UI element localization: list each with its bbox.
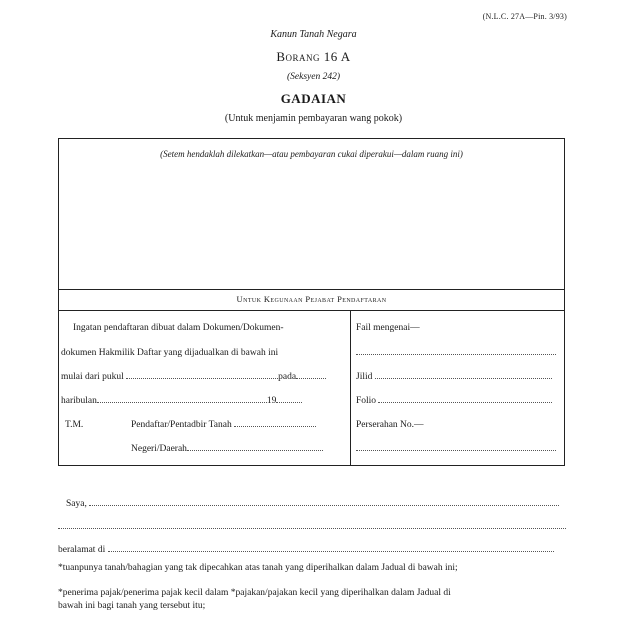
folio-line [356,396,552,406]
memorial-line-2: dokumen Hakmilik Daftar yang dijadualkan di bawah ini [61,348,279,358]
address-field[interactable] [108,551,554,552]
saya-line [66,499,559,509]
volume-field[interactable] [375,378,552,379]
document-subtitle: (Untuk menjamin pembayaran wang pokok) [224,113,403,124]
lessee-clause-1: *penerima pajak/penerima pajak kecil dalam *pajakan/pajakan kecil yang diperihalkan dalam Jadual di [58,588,451,598]
memorial-line-4 [61,396,302,406]
registration-box [58,138,565,466]
address-line [58,545,554,555]
name-field[interactable] [89,505,559,506]
owner-clause: *tuanpunya tanah/bahagian yang tak dipecahkan atas tanah yang diperihalkan dalam Jadual di bawah ini; [58,563,458,573]
folio-label: Folio [356,396,377,406]
address-label: beralamat di [58,545,106,555]
memorial-line-1: Ingatan pendaftaran dibuat dalam Dokumen/Dokumen- [73,323,284,333]
time-label: mulai dari pukul [61,372,127,382]
volume-label: Jilid [356,372,373,382]
section-reference: (Seksyen 242) [286,72,340,82]
year-field[interactable] [276,402,302,403]
date-field[interactable] [296,378,326,379]
presentation-field-line [356,444,556,454]
time-field[interactable] [126,378,278,379]
stamp-divider [59,289,564,290]
name-continuation-field[interactable] [58,528,566,529]
column-divider [350,311,351,466]
form-number: Borang 16 A [276,49,351,64]
name-continuation-line [58,522,566,532]
presentation-label: Perserahan No.— [356,420,424,430]
file-field-line [356,348,556,358]
saya-label: Saya, [66,499,87,509]
law-title: Kanun Tanah Negara [270,29,357,40]
file-field[interactable] [356,354,556,355]
document-title: GADAIAN [280,91,347,106]
day-label: haribulan [61,396,97,406]
date-label: pada [278,372,297,382]
office-heading: Untuk Kegunaan Pejabat Pendaftaran [236,294,387,304]
state-field[interactable] [187,450,323,451]
memorial-line-3 [61,372,326,382]
volume-line [356,372,552,382]
lessee-clause-2: bawah ini bagi tanah yang tersebut itu; [58,601,206,611]
tm-label: T.M. [65,420,84,430]
state-label: Negeri/Daerah [131,444,187,454]
presentation-field[interactable] [356,450,556,451]
form-reference: (N.L.C. 27A—Pin. 3/93) [482,12,567,21]
registrar-field[interactable] [234,426,316,427]
folio-field[interactable] [378,402,552,403]
registrar-label: Pendaftar/Pentadbir Tanah [131,420,232,430]
stamp-note: (Setem hendaklah dilekatkan—atau pembayaran cukai diperakui—dalam ruang ini) [160,149,463,159]
day-field[interactable] [97,402,267,403]
office-divider [59,310,564,311]
file-label: Fail mengenai— [356,323,420,333]
year-label: 19 [266,396,277,406]
registrar-line [131,420,316,430]
state-line [131,444,323,454]
